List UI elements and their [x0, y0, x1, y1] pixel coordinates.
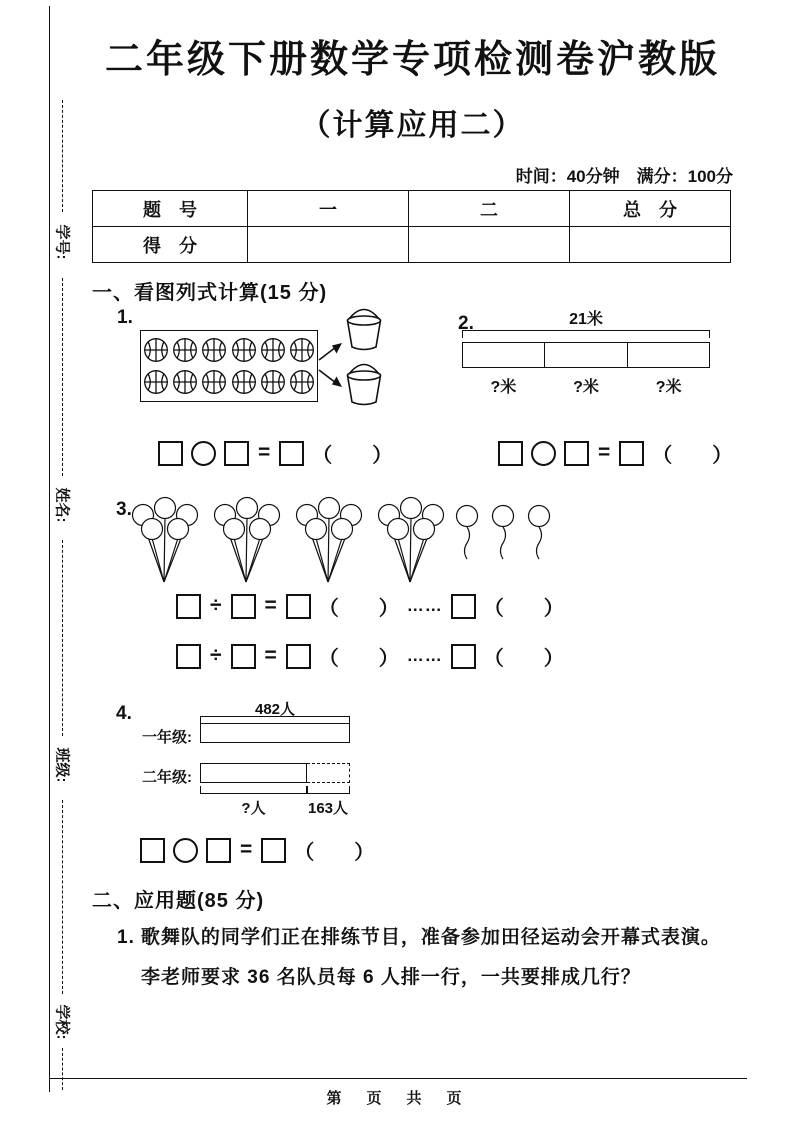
unit-paren: （ ） [318, 647, 399, 670]
basketball-icon [172, 337, 198, 363]
score-table-header: 一 [248, 191, 409, 227]
basketball-icon [231, 337, 257, 363]
answer-box [158, 441, 183, 466]
segment-label: ?米 [490, 379, 517, 396]
problem3-equation-2 [176, 641, 564, 671]
basketball-grid [140, 330, 318, 402]
tape-diagram [462, 342, 710, 368]
answer-box [564, 441, 589, 466]
score-table [92, 190, 731, 263]
basketball-icon [201, 337, 227, 363]
segment-label: ?米 [655, 379, 682, 396]
fill-in-line [62, 540, 63, 736]
basketball-icon [201, 369, 227, 395]
score-row-label: 得 分 [93, 227, 248, 263]
answer-box [451, 594, 476, 619]
answer-box [176, 594, 201, 619]
equals-sign: = [240, 838, 253, 861]
grade2-row-label: 二年级: [142, 769, 192, 786]
dimension-line [462, 330, 710, 338]
basketball-icon [143, 369, 169, 395]
score-table-header: 总 分 [570, 191, 731, 227]
grade1-bar [200, 723, 350, 743]
equals-sign: = [264, 594, 277, 617]
unit-paren: （ ） [483, 647, 564, 670]
score-table-header: 二 [409, 191, 570, 227]
bucket-icon [338, 305, 390, 353]
fill-in-line [62, 1048, 63, 1090]
remainder-dots: …… [406, 596, 443, 615]
unit-paren: （ ） [318, 597, 399, 620]
problem1-equation [158, 438, 392, 468]
score-table-header: 题 号 [93, 191, 248, 227]
basketball-icon [231, 369, 257, 395]
operator-circle [531, 441, 556, 466]
segment-label: ?米 [573, 379, 599, 396]
basketball-icon [289, 337, 315, 363]
student-name-label: 姓名: [53, 487, 71, 523]
word-problem-number: 1. [117, 927, 135, 948]
equals-sign: = [598, 441, 611, 464]
equals-sign: = [264, 644, 277, 667]
score-cell [409, 227, 570, 263]
problem3-number: 3. [116, 499, 132, 520]
tape-segment [463, 343, 544, 367]
basketball-icon [289, 369, 315, 395]
dimension-line [200, 786, 307, 794]
remainder-dots: …… [406, 646, 443, 665]
word-problem-text: 李老师要求 36 名队员每 6 人排一行，一共要排成几行？ [141, 967, 641, 988]
class-label: 班级: [53, 747, 71, 783]
grade2-unknown-label: ?人 [241, 800, 266, 817]
section1-heading: 一、看图列式计算(15 分) [92, 282, 328, 304]
school-label: 学校: [53, 1004, 71, 1040]
footer-rule [49, 1078, 747, 1079]
balloon-bunch-icon [290, 496, 368, 586]
answer-box [451, 644, 476, 669]
balloon-bunch-icon [126, 496, 204, 586]
time-score-info: 时间：40分钟 满分：100分 [515, 167, 733, 186]
balloon-bunch-icon [208, 496, 286, 586]
page-footer: 第 页 共 页 [326, 1090, 467, 1107]
grade1-row-label: 一年级: [142, 729, 192, 746]
word-problem-line2 [141, 962, 641, 989]
answer-box [176, 644, 201, 669]
balloon-icon [488, 503, 518, 563]
unit-paren: （ ） [294, 841, 375, 864]
answer-box [619, 441, 644, 466]
answer-box [231, 644, 256, 669]
balloon-icon [524, 503, 554, 563]
basketball-icon [172, 369, 198, 395]
page-title: 二年级下册数学专项检测卷沪教版 [104, 39, 720, 81]
tape-segment [544, 343, 626, 367]
problem4-number: 4. [116, 703, 132, 724]
balloon-bunches [126, 496, 450, 586]
grade2-bar-extension [307, 763, 350, 783]
problem4-equation [140, 835, 374, 865]
word-problem-text: 歌舞队的同学们正在排练节目，准备参加田径运动会开幕式表演。 [140, 927, 721, 948]
answer-box [224, 441, 249, 466]
tape-segment-labels [462, 374, 710, 397]
balloon-icon [452, 503, 482, 563]
operator-circle [173, 838, 198, 863]
word-problem-line1 [117, 922, 721, 949]
unit-paren: （ ） [312, 444, 393, 467]
difference-label: 163人 [307, 800, 349, 817]
fill-in-line [62, 278, 63, 476]
grade1-total-label: 482人 [254, 701, 296, 718]
divide-sign: ÷ [210, 644, 222, 667]
score-cell [248, 227, 409, 263]
answer-box [286, 644, 311, 669]
problem1-number: 1. [117, 307, 133, 328]
fill-in-line [62, 800, 63, 994]
buckets [338, 305, 390, 408]
problem2-equation [498, 438, 732, 468]
operator-circle [191, 441, 216, 466]
single-balloons [452, 503, 554, 563]
basketball-icon [143, 337, 169, 363]
balloon-bunch-icon [372, 496, 450, 586]
tape-segment [627, 343, 709, 367]
equals-sign: = [258, 441, 271, 464]
answer-box [261, 838, 286, 863]
answer-box [498, 441, 523, 466]
total-length-label: 21米 [569, 311, 603, 328]
basketball-icon [260, 369, 286, 395]
grade2-bar [200, 763, 307, 783]
dimension-line [307, 786, 350, 794]
binding-rule [49, 6, 50, 1092]
answer-box [231, 594, 256, 619]
section2-heading: 二、应用题(85 分) [92, 890, 265, 912]
problem2-number: 2. [458, 313, 474, 334]
answer-box [279, 441, 304, 466]
basketball-icon [260, 337, 286, 363]
unit-paren: （ ） [483, 597, 564, 620]
answer-box [140, 838, 165, 863]
student-id-label: 学号: [53, 224, 71, 260]
score-cell [570, 227, 731, 263]
page-subtitle: （计算应用二） [300, 109, 525, 142]
answer-box [206, 838, 231, 863]
answer-box [286, 594, 311, 619]
bucket-icon [338, 360, 390, 408]
divide-sign: ÷ [210, 594, 222, 617]
unit-paren: （ ） [652, 444, 733, 467]
problem3-equation-1 [176, 591, 564, 621]
